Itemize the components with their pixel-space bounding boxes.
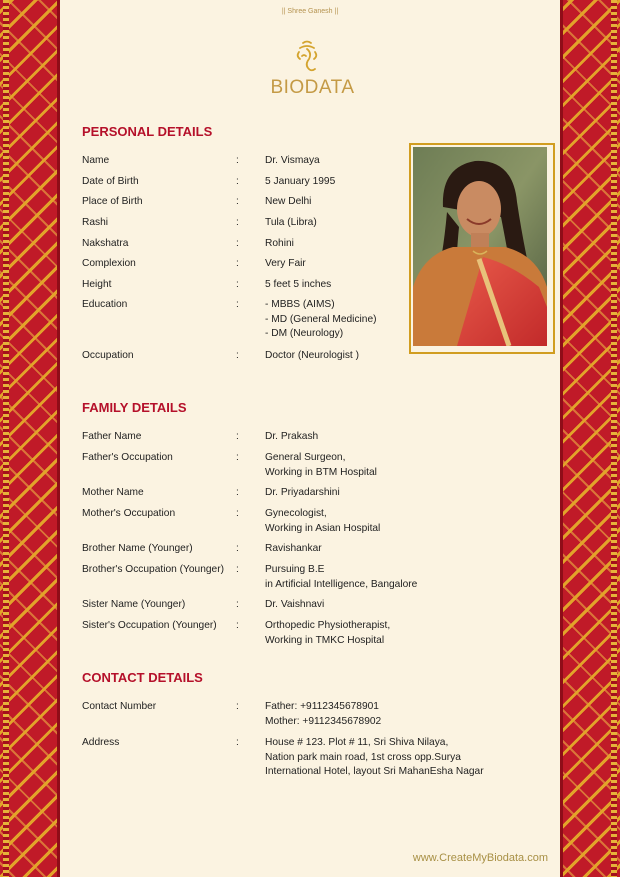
field-value bbox=[265, 736, 525, 780]
personal-section-title: PERSONAL DETAILS bbox=[82, 124, 213, 139]
field-label: Education bbox=[82, 299, 128, 310]
field-separator: : bbox=[236, 176, 239, 187]
field-separator: : bbox=[236, 599, 239, 610]
field-value-line: - DM (Neurology) bbox=[265, 328, 344, 339]
field-label: Brother's Occupation (Younger) bbox=[82, 564, 225, 575]
field-separator: : bbox=[236, 620, 239, 631]
field-label: Brother Name (Younger) bbox=[82, 543, 193, 554]
field-label: Mother's Occupation bbox=[82, 508, 176, 519]
watermark: www.CreateMyBiodata.com bbox=[412, 852, 548, 864]
left-decorative-border bbox=[0, 0, 60, 877]
field-value-line: Orthopedic Physiotherapist, bbox=[265, 620, 391, 631]
profile-photo bbox=[413, 147, 547, 346]
field-separator: : bbox=[236, 155, 239, 166]
field-value bbox=[265, 542, 525, 557]
field-value bbox=[265, 486, 525, 501]
field-label: Rashi bbox=[82, 217, 109, 228]
contact-section-title: CONTACT DETAILS bbox=[82, 670, 203, 685]
field-value-line: Dr. Vaishnavi bbox=[265, 599, 325, 610]
field-separator: : bbox=[236, 217, 239, 228]
field-value-line: Rohini bbox=[265, 238, 294, 249]
field-value-line: 5 January 1995 bbox=[265, 176, 336, 187]
field-value-line: - MD (General Medicine) bbox=[265, 313, 377, 325]
field-value bbox=[265, 619, 525, 648]
field-value-line: Gynecologist, bbox=[265, 508, 327, 519]
photo-frame bbox=[409, 143, 555, 354]
right-decorative-border bbox=[560, 0, 620, 877]
field-value-line: Dr. Priyadarshini bbox=[265, 487, 340, 498]
field-label: Father's Occupation bbox=[82, 452, 173, 463]
field-value-line: House # 123. Plot # 11, Sri Shiva Nilaya, bbox=[265, 737, 449, 748]
field-value bbox=[265, 507, 525, 536]
field-value-line: Ravishankar bbox=[265, 543, 322, 554]
field-separator: : bbox=[236, 238, 239, 249]
family-section-title: FAMILY DETAILS bbox=[82, 400, 187, 415]
field-value-line: Father: +9112345678901 bbox=[265, 701, 379, 712]
field-value-line: New Delhi bbox=[265, 196, 312, 207]
field-separator: : bbox=[236, 431, 239, 442]
field-separator: : bbox=[236, 543, 239, 554]
field-label: Sister's Occupation (Younger) bbox=[82, 620, 217, 631]
field-value bbox=[265, 598, 525, 613]
field-label: Height bbox=[82, 279, 112, 290]
page-title: BIODATA bbox=[270, 77, 355, 98]
field-value-line: Dr. Prakash bbox=[265, 431, 319, 442]
field-value-line: Tula (Libra) bbox=[265, 217, 317, 228]
field-label: Contact Number bbox=[82, 701, 157, 712]
field-value bbox=[265, 563, 525, 592]
field-separator: : bbox=[236, 737, 239, 748]
field-value bbox=[265, 430, 525, 445]
field-value-line: in Artificial Intelligence, Bangalore bbox=[265, 578, 418, 590]
field-separator: : bbox=[236, 196, 239, 207]
field-value-line: Mother: +9112345678902 bbox=[265, 715, 382, 727]
field-separator: : bbox=[236, 452, 239, 463]
field-value-line: Dr. Vismaya bbox=[265, 155, 320, 166]
field-value-line: Pursuing B.E bbox=[265, 564, 325, 575]
field-value-line: - MBBS (AIMS) bbox=[265, 299, 335, 310]
field-value-line: Working in BTM Hospital bbox=[265, 466, 377, 478]
field-separator: : bbox=[236, 564, 239, 575]
field-label: Place of Birth bbox=[82, 196, 143, 207]
field-value-line: International Hotel, layout Sri MahanEsha Nagar bbox=[265, 766, 484, 777]
field-value-line: Nation park main road, 1st cross opp.Surya bbox=[265, 751, 461, 763]
field-separator: : bbox=[236, 258, 239, 269]
field-label: Name bbox=[82, 155, 110, 166]
field-label: Mother Name bbox=[82, 487, 144, 498]
field-label: Sister Name (Younger) bbox=[82, 599, 186, 610]
field-separator: : bbox=[236, 487, 239, 498]
field-label: Address bbox=[82, 737, 120, 748]
field-value bbox=[265, 451, 525, 480]
mantra-text: || Shree Ganesh || bbox=[281, 8, 339, 15]
field-separator: : bbox=[236, 279, 239, 290]
field-label: Complexion bbox=[82, 258, 136, 269]
field-value-line: Working in Asian Hospital bbox=[265, 522, 381, 534]
field-label: Occupation bbox=[82, 350, 134, 361]
field-separator: : bbox=[236, 350, 239, 361]
field-value-line: Working in TMKC Hospital bbox=[265, 634, 385, 646]
field-value-line: Very Fair bbox=[265, 258, 306, 269]
field-separator: : bbox=[236, 701, 239, 712]
field-separator: : bbox=[236, 299, 239, 310]
field-value-line: Doctor (Neurologist ) bbox=[265, 350, 359, 361]
field-separator: : bbox=[236, 508, 239, 519]
field-label: Father Name bbox=[82, 431, 142, 442]
field-value bbox=[265, 700, 525, 729]
field-value-line: General Surgeon, bbox=[265, 452, 346, 463]
field-value-line: 5 feet 5 inches bbox=[265, 279, 332, 290]
field-label: Date of Birth bbox=[82, 176, 139, 187]
ganesh-icon bbox=[294, 40, 320, 76]
field-label: Nakshatra bbox=[82, 238, 129, 249]
